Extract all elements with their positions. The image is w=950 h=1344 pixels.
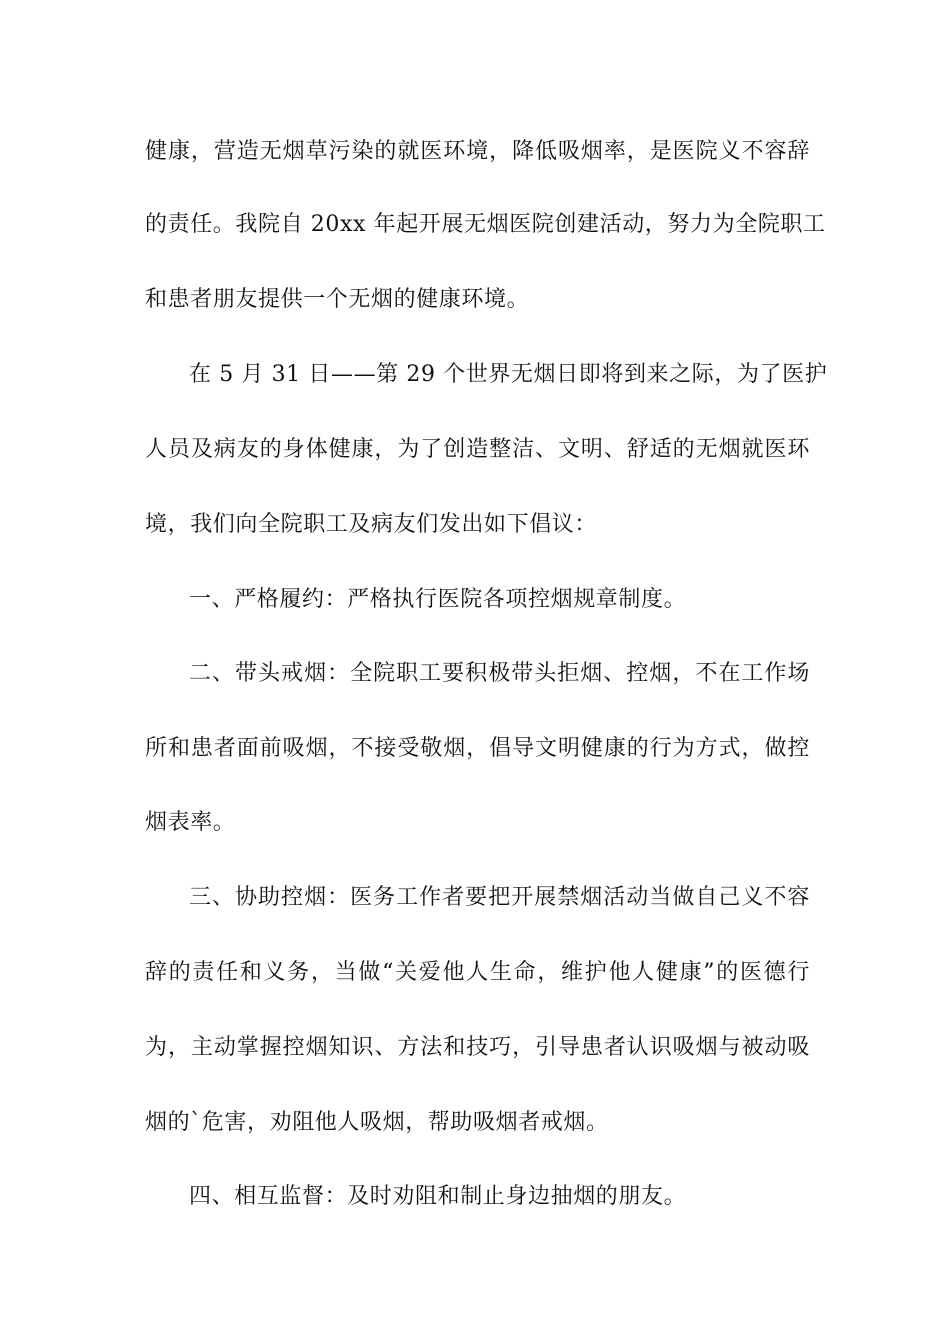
text-line-7: 一、严格履约：严格执行医院各项控烟规章制度。 bbox=[189, 587, 687, 612]
text-line-14: 烟的`危害，劝阻他人吸烟，帮助吸烟者戒烟。 bbox=[145, 1110, 609, 1135]
text-line-11: 三、协助控烟：医务工作者要把开展禁烟活动当做自己义不容 bbox=[189, 885, 810, 910]
text-line-8: 二、带头戒烟：全院职工要积极带头拒烟、控烟，不在工作场 bbox=[189, 661, 810, 686]
text-line-5: 人员及病友的身体健康，为了创造整洁、文明、舒适的无烟就医环 bbox=[145, 437, 810, 462]
text-line-2: 的责任。我院自 20xx 年起开展无烟医院创建活动，努力为全院职工 bbox=[145, 212, 826, 237]
text-line-12: 辞的责任和义务，当做“关爱他人生命，维护他人健康”的医德行 bbox=[145, 960, 810, 985]
text-line-9: 所和患者面前吸烟，不接受敬烟，倡导文明健康的行为方式，做控 bbox=[145, 736, 810, 761]
text-line-3: 和患者朋友提供一个无烟的健康环境。 bbox=[145, 287, 530, 312]
text-line-1: 健康，营造无烟草污染的就医环境，降低吸烟率，是医院义不容辞 bbox=[145, 139, 810, 164]
text-line-10: 烟表率。 bbox=[145, 810, 236, 835]
text-line-13: 为，主动掌握控烟知识、方法和技巧，引导患者认识吸烟与被动吸 bbox=[145, 1035, 810, 1060]
text-line-15: 四、相互监督：及时劝阻和制止身边抽烟的朋友。 bbox=[189, 1184, 687, 1209]
text-line-6: 境，我们向全院职工及病友们发出如下倡议： bbox=[145, 512, 598, 537]
text-line-4: 在 5 月 31 日——第 29 个世界无烟日即将到来之际，为了医护 bbox=[189, 362, 828, 387]
